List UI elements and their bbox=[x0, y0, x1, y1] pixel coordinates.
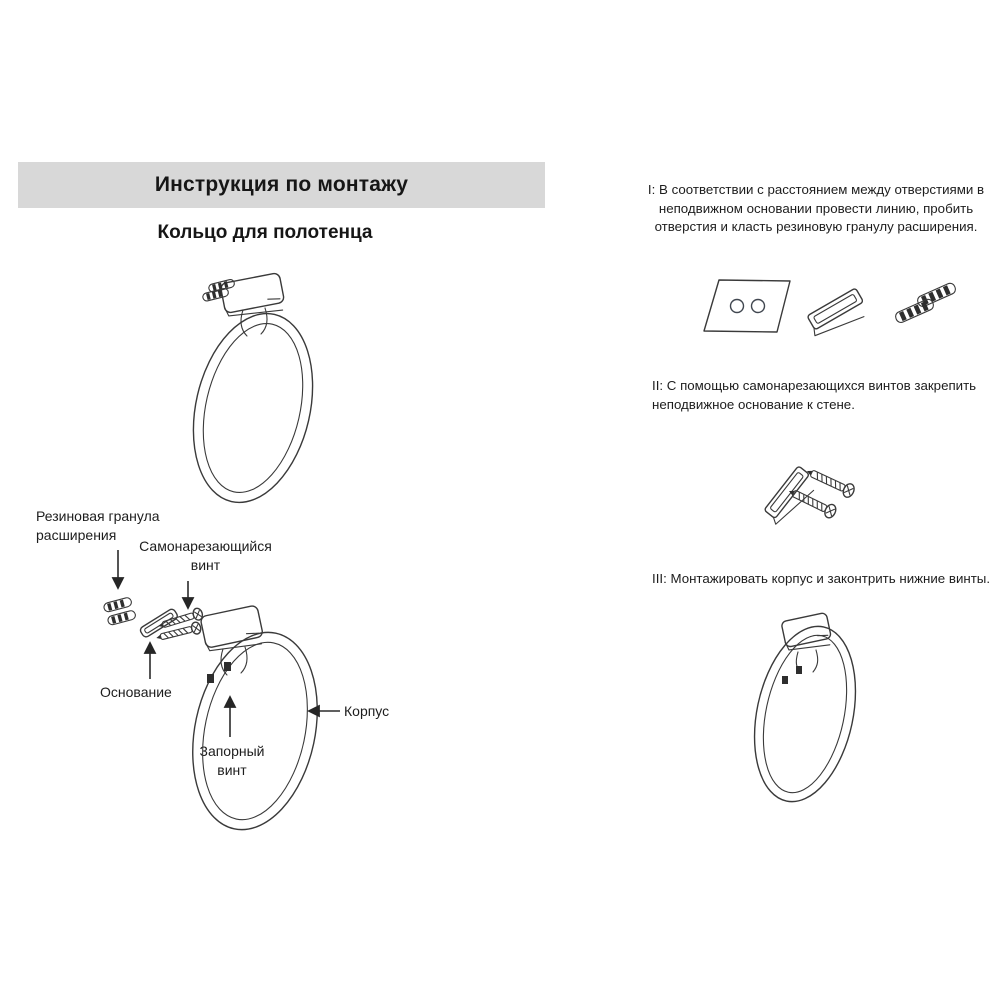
step-1-parts-drawing bbox=[698, 272, 960, 340]
label-rubber-expansion-plug: Резиновая гранула расширения bbox=[36, 508, 160, 543]
base-bracket-icon bbox=[139, 608, 179, 639]
locking-screw-icon bbox=[207, 674, 214, 683]
mount-bracket-icon bbox=[781, 612, 833, 653]
page-title: Инструкция по монтажу bbox=[154, 173, 409, 196]
locking-screw-icon bbox=[782, 676, 788, 684]
anchor-icon bbox=[107, 610, 136, 626]
step-2-text: II: С помощью самонарезающихся винтов закрепить неподвижное основание к стене. bbox=[652, 378, 977, 412]
locking-screw-icon bbox=[224, 662, 231, 671]
anchor-icon bbox=[894, 298, 935, 324]
label-self-tapping-screw: Самонарезающийся винт bbox=[139, 538, 272, 573]
step-2-parts-drawing bbox=[752, 448, 882, 528]
step-1-text: I: В соответствии с расстоянием между отверстиями в неподвижном основании провести линию, пробить отверстия и класть резиновую гранулу расширения. bbox=[647, 182, 985, 235]
exploded-assembly-drawing bbox=[85, 593, 395, 843]
title-bar bbox=[18, 162, 545, 208]
label-base: Основание bbox=[100, 684, 172, 700]
base-bracket-icon bbox=[804, 288, 870, 343]
locking-screw-icon bbox=[796, 666, 802, 674]
label-locking-screw: Запорный винт bbox=[199, 743, 265, 778]
towel-ring-overview-drawing bbox=[183, 268, 333, 508]
screw-icon bbox=[804, 465, 856, 499]
step-3-mounted-ring-drawing bbox=[748, 606, 883, 816]
wall-plate-icon bbox=[704, 280, 790, 332]
step-3-text: III: Монтажировать корпус и законтрить нижние винты. bbox=[652, 571, 991, 586]
page-subtitle: Кольцо для полотенца bbox=[157, 222, 373, 243]
label-body: Корпус bbox=[344, 703, 390, 719]
mount-bracket-icon bbox=[200, 605, 265, 655]
anchor-icon bbox=[103, 597, 132, 613]
